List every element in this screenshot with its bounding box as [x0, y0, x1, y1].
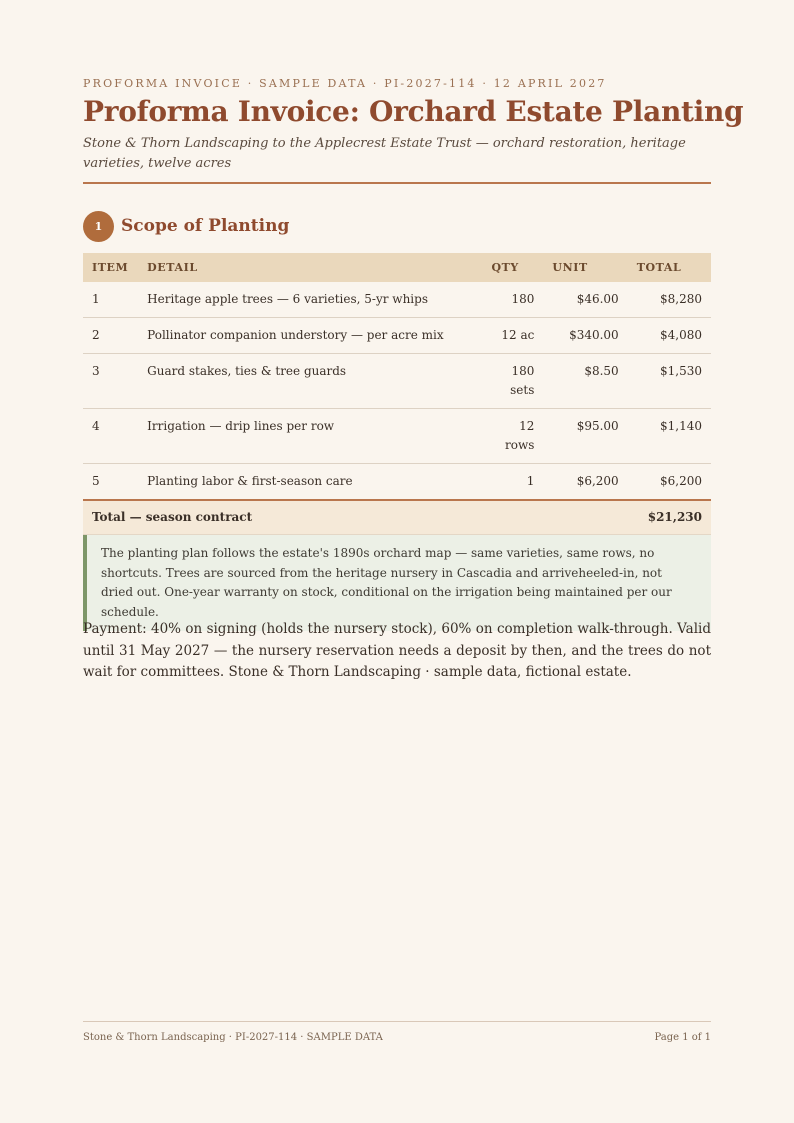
cell-item: 1	[83, 282, 138, 318]
cell-item: 2	[83, 318, 138, 354]
table-row	[83, 464, 711, 501]
table-row	[83, 318, 711, 354]
cell-total: $1,140	[628, 409, 711, 464]
column-header-detail: DETAIL	[138, 253, 482, 282]
page-subtitle: Stone & Thorn Landscaping to the Applecrest Estate Trust — orchard restoration, heritage varieties, twelve acres	[83, 136, 686, 171]
cell-detail: Planting labor & first-season care	[138, 464, 482, 501]
cell-detail: Guard stakes, ties & tree guards	[138, 354, 482, 409]
cell-unit: $8.50	[543, 354, 627, 409]
table-row	[83, 282, 711, 318]
line-items-table	[83, 253, 711, 535]
cell-qty: 180 sets	[482, 354, 543, 409]
cell-qty: 1	[482, 464, 543, 501]
column-header-unit: UNIT	[543, 253, 627, 282]
cell-detail: Heritage apple trees — 6 varieties, 5-yr whips	[138, 282, 482, 318]
table-header-row	[83, 253, 711, 282]
payment-terms: Payment: 40% on signing (holds the nursery stock), 60% on completion walk-through. Valid until 31 May 2027 — the nursery reservation needs a deposit by then, and the trees do not wait for committees. Stone & Thorn Landscaping · sample data, fictional estate.	[83, 621, 711, 680]
planting-note: The planting plan follows the estate's 1890s orchard map — same varieties, same rows, no shortcuts. Trees are sourced from the heritage nursery in Cascadia and arriveheeled-in, not dried out. One-year warranty on stock, conditional on the irrigation being maintained per our schedule.	[83, 535, 711, 631]
cell-qty: 12 rows	[482, 409, 543, 464]
cell-total: $6,200	[628, 464, 711, 501]
cell-detail: Irrigation — drip lines per row	[138, 409, 482, 464]
page-footer	[83, 1021, 711, 1043]
footer-page-number: Page 1 of 1	[654, 1032, 711, 1043]
cell-detail: Pollinator companion understory — per acre mix	[138, 318, 482, 354]
cell-unit: $95.00	[543, 409, 627, 464]
table-total-row	[83, 500, 711, 535]
total-label: Total — season contract	[83, 500, 628, 535]
page-title: Proforma Invoice: Orchard Estate Planting	[83, 95, 744, 128]
cell-unit: $340.00	[543, 318, 627, 354]
total-value: $21,230	[628, 500, 711, 535]
table-row	[83, 409, 711, 464]
cell-unit: $46.00	[543, 282, 627, 318]
document-eyebrow: PROFORMA INVOICE · SAMPLE DATA · PI-2027-114 · 12 APRIL 2027	[83, 77, 607, 90]
column-header-item: ITEM	[83, 253, 138, 282]
cell-unit: $6,200	[543, 464, 627, 501]
table-row	[83, 354, 711, 409]
cell-qty: 12 ac	[482, 318, 543, 354]
footer-left: Stone & Thorn Landscaping · PI-2027-114 · SAMPLE DATA	[83, 1032, 383, 1043]
cell-qty: 180	[482, 282, 543, 318]
cell-item: 4	[83, 409, 138, 464]
section-title: Scope of Planting	[121, 216, 290, 236]
cell-total: $4,080	[628, 318, 711, 354]
section-heading	[83, 210, 289, 242]
cell-total: $8,280	[628, 282, 711, 318]
header-divider	[83, 182, 711, 184]
section-number-badge: 1	[83, 211, 114, 242]
cell-total: $1,530	[628, 354, 711, 409]
column-header-qty: QTY	[482, 253, 543, 282]
cell-item: 5	[83, 464, 138, 501]
column-header-total: TOTAL	[628, 253, 711, 282]
cell-item: 3	[83, 354, 138, 409]
